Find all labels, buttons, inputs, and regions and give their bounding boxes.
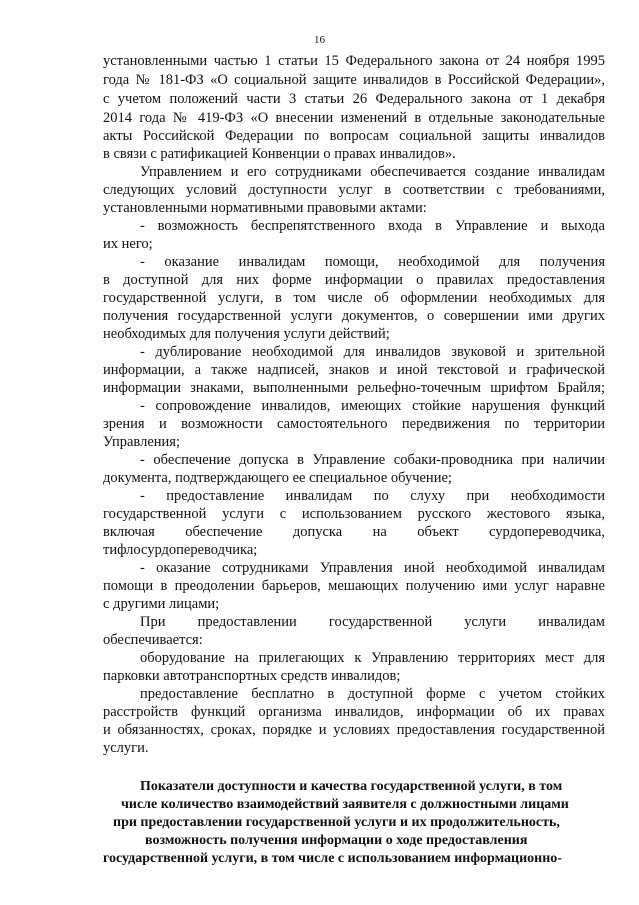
text-line: и обязанностях, сроках, порядке и условиях предоставления государственной bbox=[103, 722, 605, 738]
text-line: предоставление бесплатно в доступной форме с учетом стойких bbox=[140, 686, 605, 702]
section-heading-line: возможность получения информации о ходе предоставления bbox=[145, 833, 528, 848]
text-line: Управлением и его сотрудниками обеспечивается создание инвалидам bbox=[140, 164, 605, 180]
text-line: - возможность беспрепятственного входа в Управление и выхода bbox=[140, 218, 605, 234]
text-line: Управления; bbox=[103, 434, 180, 450]
text-line: - предоставление инвалидам по слуху при необходимости bbox=[140, 488, 605, 504]
text-line: государственной услуги с использованием русского жестового языка, bbox=[103, 506, 605, 522]
text-line: услуги. bbox=[103, 740, 149, 756]
section-heading-line: Показатели доступности и качества государственной услуги, в том bbox=[140, 779, 563, 794]
text-line: зрения и возможности самостоятельного передвижения по территории bbox=[103, 416, 605, 432]
text-line: помощи в преодолении барьеров, мешающих получению ими услуг наравне bbox=[103, 578, 605, 594]
text-line: При предоставлении государственной услуги инвалидам bbox=[140, 614, 605, 630]
text-line: включая обеспечение допуска на объект сурдопереводчика, bbox=[103, 524, 605, 540]
page-number: 16 bbox=[314, 34, 325, 46]
text-line: 2014 года № 419-ФЗ «О внесении изменений в отдельные законодательные bbox=[103, 110, 605, 126]
text-line: установленными нормативными правовыми актами: bbox=[103, 200, 427, 216]
text-line: следующих условий доступности услуг в соответствии с требованиями, bbox=[103, 182, 605, 198]
text-line: получения государственной услуги документов, о совершении ими других bbox=[103, 308, 605, 324]
section-heading-line: государственной услуги, в том числе с использованием информационно- bbox=[103, 851, 562, 866]
section-heading-line: при предоставлении государственной услуги и их продолжительность, bbox=[113, 815, 560, 830]
text-line: года № 181-ФЗ «О социальной защите инвалидов в Российской Федерации», bbox=[103, 72, 605, 88]
text-line: - сопровождение инвалидов, имеющих стойкие нарушения функций bbox=[140, 398, 605, 414]
text-line: - оказание инвалидам помощи, необходимой для получения bbox=[140, 254, 605, 270]
text-line: - оказание сотрудниками Управления иной необходимой инвалидам bbox=[140, 560, 605, 576]
text-line: информации знаками, выполненными рельефно-точечным шрифтом Брайля; bbox=[103, 380, 605, 396]
text-line: тифлосурдопереводчика; bbox=[103, 542, 258, 558]
text-line: - дублирование необходимой для инвалидов звуковой и зрительной bbox=[140, 344, 605, 360]
text-line: государственной услуги, в том числе об оформлении необходимых для bbox=[103, 290, 605, 306]
text-line: парковки автотранспортных средств инвалидов; bbox=[103, 668, 401, 684]
text-line: информации, а также надписей, знаков и иной текстовой и графической bbox=[103, 362, 605, 378]
section-heading-line: числе количество взаимодействий заявителя с должностными лицами bbox=[121, 797, 569, 812]
text-line: с учетом положений части 3 статьи 26 Федерального закона от 1 декабря bbox=[103, 91, 605, 107]
text-line: акты Российской Федерации по вопросам социальной защиты инвалидов bbox=[103, 128, 605, 144]
text-line: документа, подтверждающего ее специальное обучение; bbox=[103, 470, 452, 486]
text-line: необходимых для получения услуги действий; bbox=[103, 326, 390, 342]
text-line: - обеспечение допуска в Управление собаки-проводника при наличии bbox=[140, 452, 605, 468]
text-line: в доступной для них форме информации о правилах предоставления bbox=[103, 272, 605, 288]
text-line: установленными частью 1 статьи 15 Федерального закона от 24 ноября 1995 bbox=[103, 53, 605, 69]
text-line: расстройств функций организма инвалидов, информации об их правах bbox=[103, 704, 605, 720]
text-line: их него; bbox=[103, 236, 153, 252]
text-line: в связи с ратификацией Конвенции о правах инвалидов». bbox=[103, 146, 456, 162]
text-line: с другими лицами; bbox=[103, 596, 220, 612]
text-line: оборудование на прилегающих к Управлению территориях мест для bbox=[140, 650, 605, 666]
text-line: обеспечивается: bbox=[103, 632, 203, 648]
